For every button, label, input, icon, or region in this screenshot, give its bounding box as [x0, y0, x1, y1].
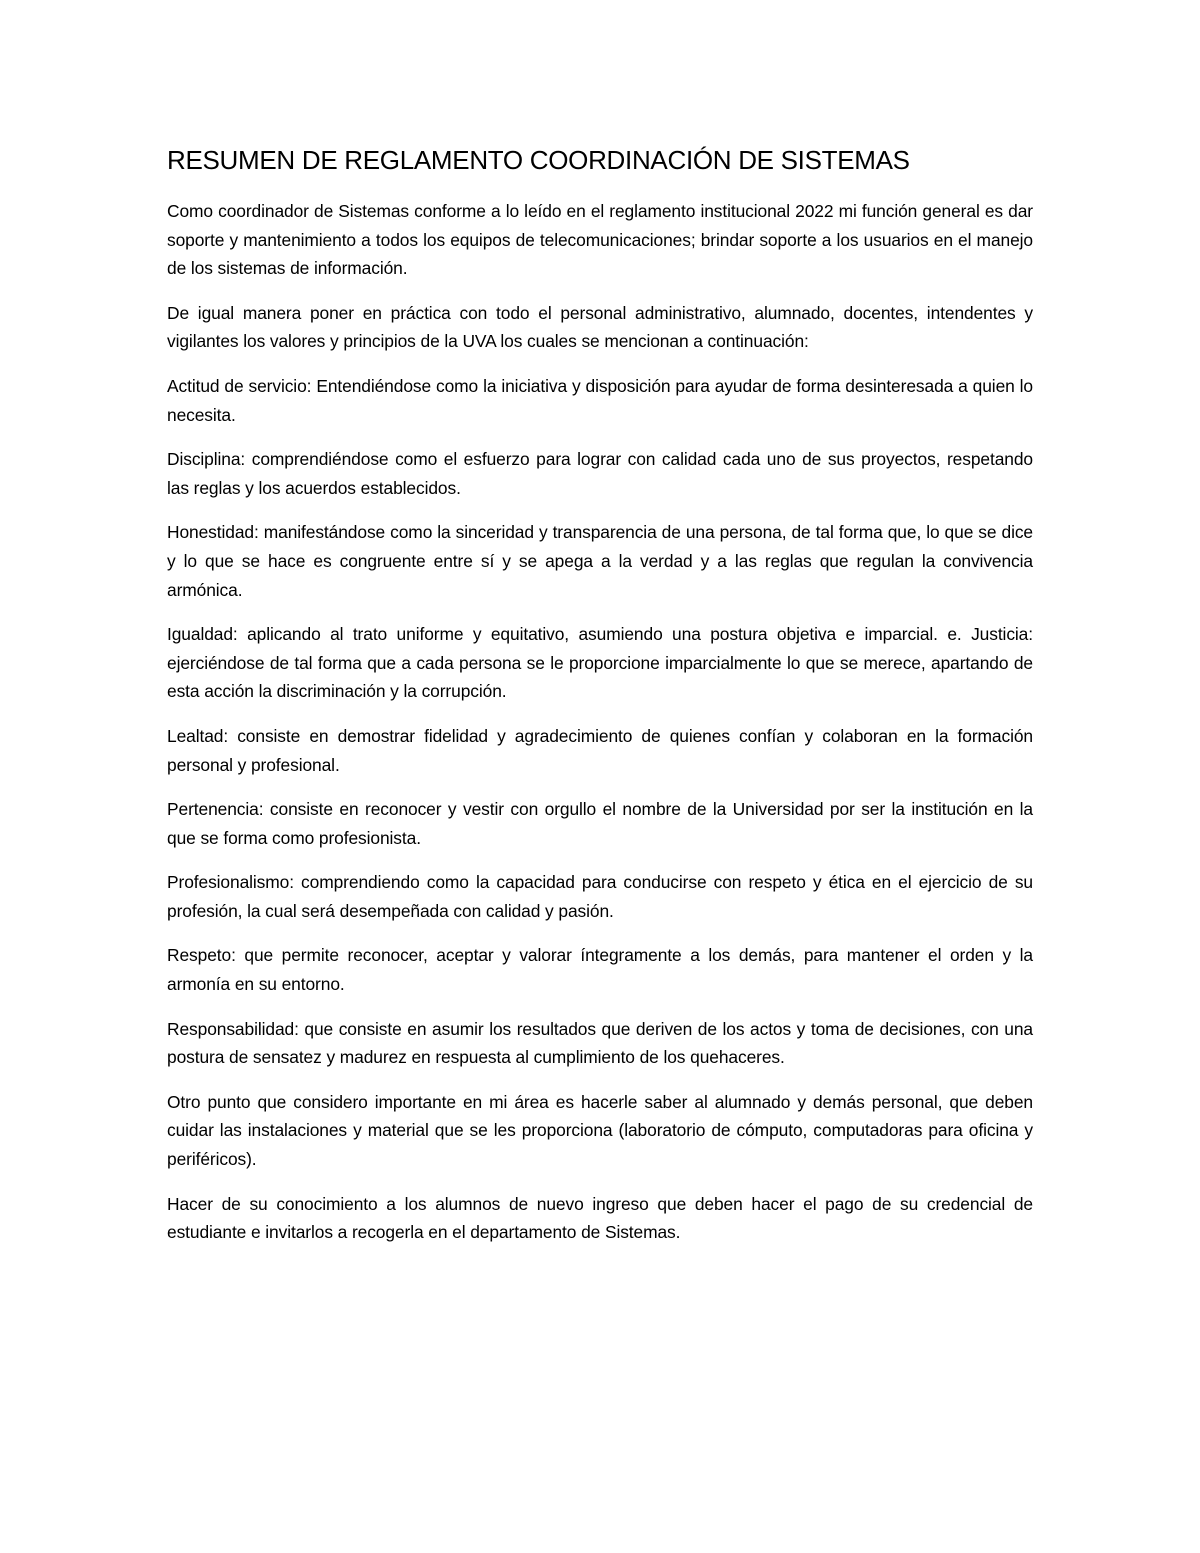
- paragraph-intro: Como coordinador de Sistemas conforme a lo leído en el reglamento institucional 2022 mi función general es dar soporte y mantenimiento a todos los equipos de telecomunicaciones; brindar soporte a los usuarios en el manejo de los sistemas de información.: [167, 201, 1033, 279]
- paragraph-values-intro: De igual manera poner en práctica con todo el personal administrativo, alumnado, docentes, intendentes y vigilantes los valores y principios de la UVA los cuales se mencionan a continuación:: [167, 302, 1033, 352]
- paragraph-credencial-estudiante: Hacer de su conocimiento a los alumnos de nuevo ingreso que deben hacer el pago de su credencial de estudiante e invitarlos a recogerla en el departamento de Sistemas.: [167, 1193, 1033, 1243]
- paragraph-responsabilidad: Responsabilidad: que consiste en asumir los resultados que deriven de los actos y toma de decisiones, con una postura de sensatez y madurez en respuesta al cumplimiento de los quehaceres.: [167, 1018, 1033, 1068]
- paragraph-disciplina: Disciplina: comprendiéndose como el esfuerzo para lograr con calidad cada uno de sus proyectos, respetando las reglas y los acuerdos establecidos.: [167, 449, 1033, 498]
- document-title: RESUMEN DE REGLAMENTO COORDINACIÓN DE SISTEMAS: [167, 145, 910, 175]
- document-body: [167, 143, 1033, 1263]
- paragraph-igualdad-justicia: Igualdad: aplicando al trato uniforme y equitativo, asumiendo una postura objetiva e imparcial. e. Justicia: ejerciéndose de tal forma que a cada persona se le proporcione imparcialmente lo que se merece, apartando de esta acción la discriminación y la corrupción.: [167, 624, 1033, 702]
- paragraph-profesionalismo: Profesionalismo: comprendiendo como la capacidad para conducirse con respeto y ética en el ejercicio de su profesión, la cual será desempeñada con calidad y pasión.: [167, 872, 1033, 921]
- paragraph-respeto: Respeto: que permite reconocer, aceptar y valorar íntegramente a los demás, para mantener el orden y la armonía en su entorno.: [167, 945, 1033, 995]
- paragraph-pertenencia: Pertenencia: consiste en reconocer y vestir con orgullo el nombre de la Universidad por ser la institución en la que se forma como profesionista.: [167, 799, 1033, 848]
- paragraph-actitud-de-servicio: Actitud de servicio: Entendiéndose como la iniciativa y disposición para ayudar de forma desinteresada a quien lo necesita.: [167, 375, 1033, 425]
- paragraph-honestidad: Honestidad: manifestándose como la sinceridad y transparencia de una persona, de tal forma que, lo que se dice y lo que se hace es congruente entre sí y se apega a la verdad y a las reglas que regulan la convivencia armónica.: [167, 522, 1033, 600]
- paragraph-cuidado-instalaciones: Otro punto que considero importante en mi área es hacerle saber al alumnado y demás personal, que deben cuidar las instalaciones y material que se les proporciona (laboratorio de cómputo, computadoras para oficina y periféricos).: [167, 1091, 1033, 1170]
- paragraph-lealtad: Lealtad: consiste en demostrar fidelidad y agradecimiento de quienes confían y colaboran en la formación personal y profesional.: [167, 725, 1033, 775]
